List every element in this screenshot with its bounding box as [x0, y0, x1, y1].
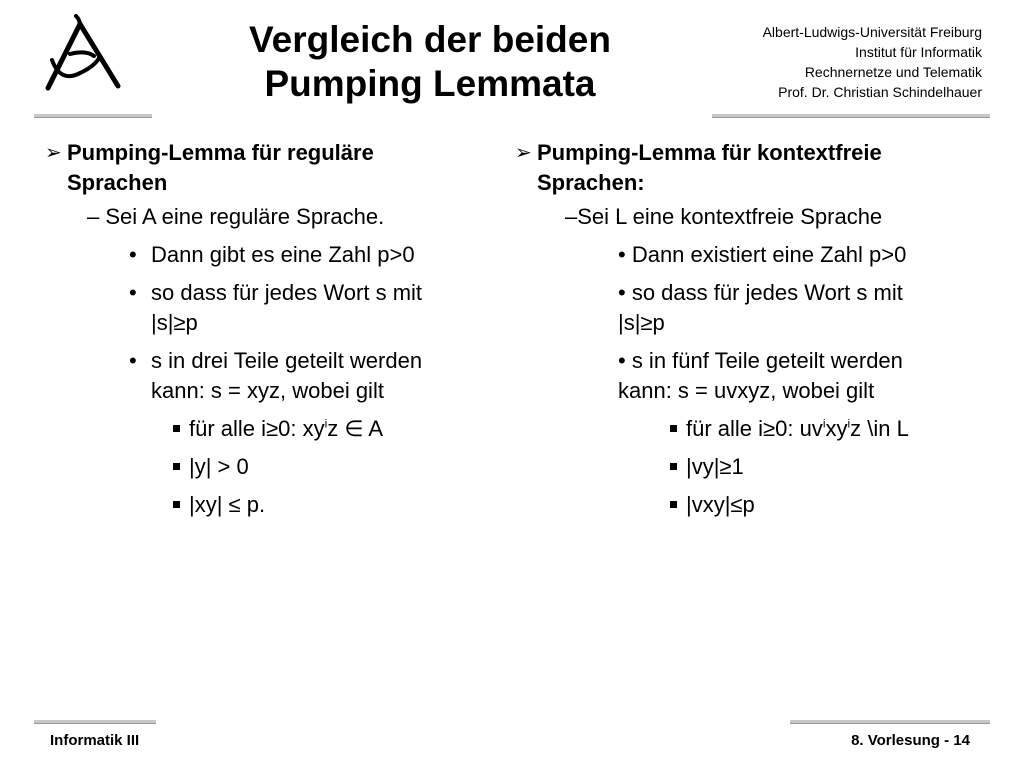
- left-condition-3-text: |xy| ≤ p.: [189, 492, 266, 517]
- square-bullet-icon: [173, 463, 180, 470]
- right-condition-1-a: für alle i≥0: uv: [686, 416, 823, 441]
- footer-rule-left: [34, 720, 156, 724]
- slide-title: [170, 18, 690, 106]
- affiliation-group: Rechnernetze und Telematik: [804, 64, 982, 80]
- left-heading: [45, 138, 500, 198]
- right-bullet-2-line-1: • so dass für jedes Wort s mit: [618, 280, 903, 305]
- left-condition-2: [173, 452, 500, 482]
- left-bullet-2: [129, 278, 500, 338]
- arrow-bullet-icon: ➢: [515, 142, 532, 164]
- footer-course: Informatik III: [50, 732, 140, 749]
- right-condition-3: [670, 490, 985, 520]
- right-bullet-1: • Dann existiert eine Zahl p>0: [618, 242, 907, 267]
- bullet-icon: •: [129, 242, 137, 267]
- square-bullet-icon: [173, 501, 180, 508]
- right-condition-1-b: xy: [825, 416, 848, 441]
- left-bullet-2-line-1: so dass für jedes Wort s mit: [151, 280, 423, 305]
- title-line-2: Pumping Lemmata: [264, 63, 596, 104]
- right-heading-line-1: Pumping-Lemma für kontextfreie: [537, 140, 882, 165]
- affiliation-university: Albert-Ludwigs-Universität Freiburg: [762, 24, 982, 40]
- left-bullet-3: [129, 346, 500, 406]
- header-rule-right: [712, 114, 990, 118]
- arrow-bullet-icon: ➢: [45, 142, 62, 164]
- affiliation-block: [682, 22, 982, 102]
- right-sub-item: –Sei L eine kontextfreie Sprache: [565, 204, 883, 229]
- bullet-icon: •: [129, 280, 137, 305]
- left-bullet-1-text: Dann gibt es eine Zahl p>0: [151, 242, 415, 267]
- left-sub-item: – Sei A eine reguläre Sprache.: [87, 204, 385, 229]
- right-heading: [515, 138, 985, 198]
- right-condition-1-sup-2: i: [847, 416, 851, 431]
- square-bullet-icon: [670, 425, 677, 432]
- right-condition-1-c: z \in L: [850, 416, 909, 441]
- title-line-1: Vergleich der beiden: [249, 19, 611, 60]
- right-condition-3-text: |vxy|≤p: [686, 492, 755, 517]
- right-bullet-2-line-2: |s|≥p: [618, 310, 665, 335]
- square-bullet-icon: [173, 425, 180, 432]
- right-condition-1-sup-1: i: [822, 416, 826, 431]
- right-bullet-2: [618, 278, 985, 338]
- right-bullet-3: [618, 346, 985, 406]
- bullet-icon: •: [129, 348, 137, 373]
- left-condition-2-text: |y| > 0: [189, 454, 249, 479]
- right-heading-line-2: Sprachen:: [537, 170, 645, 195]
- affiliation-professor: Prof. Dr. Christian Schindelhauer: [778, 84, 982, 100]
- left-condition-3: [173, 490, 500, 520]
- square-bullet-icon: [670, 463, 677, 470]
- left-condition-1-a: für alle i≥0: xy: [189, 416, 325, 441]
- left-condition-1: [173, 414, 500, 444]
- right-column: [515, 138, 985, 520]
- header-rule-left: [34, 114, 152, 118]
- right-bullet-3-line-2: kann: s = uvxyz, wobei gilt: [618, 378, 875, 403]
- right-condition-2-text: |vy|≥1: [686, 454, 744, 479]
- left-bullet-3-line-2: kann: s = xyz, wobei gilt: [151, 378, 384, 403]
- left-bullet-3-line-1: s in drei Teile geteilt werden: [151, 348, 423, 373]
- left-heading-line-1: Pumping-Lemma für reguläre: [67, 140, 374, 165]
- right-bullet-3-line-1: • s in fünf Teile geteilt werden: [618, 348, 903, 373]
- left-bullet-1: [129, 240, 500, 270]
- affiliation-institute: Institut für Informatik: [855, 44, 982, 60]
- left-bullet-2-line-2: |s|≥p: [151, 310, 198, 335]
- left-condition-1-b: z ∈ A: [327, 416, 384, 441]
- university-logo: [38, 12, 126, 96]
- footer-rule-right: [790, 720, 990, 724]
- right-condition-1: [670, 414, 985, 444]
- left-column: [45, 138, 500, 520]
- right-condition-2: [670, 452, 985, 482]
- left-condition-1-sup: i: [324, 416, 328, 431]
- left-heading-line-2: Sprachen: [67, 170, 168, 195]
- square-bullet-icon: [670, 501, 677, 508]
- footer-page-number: 8. Vorlesung - 14: [851, 732, 970, 749]
